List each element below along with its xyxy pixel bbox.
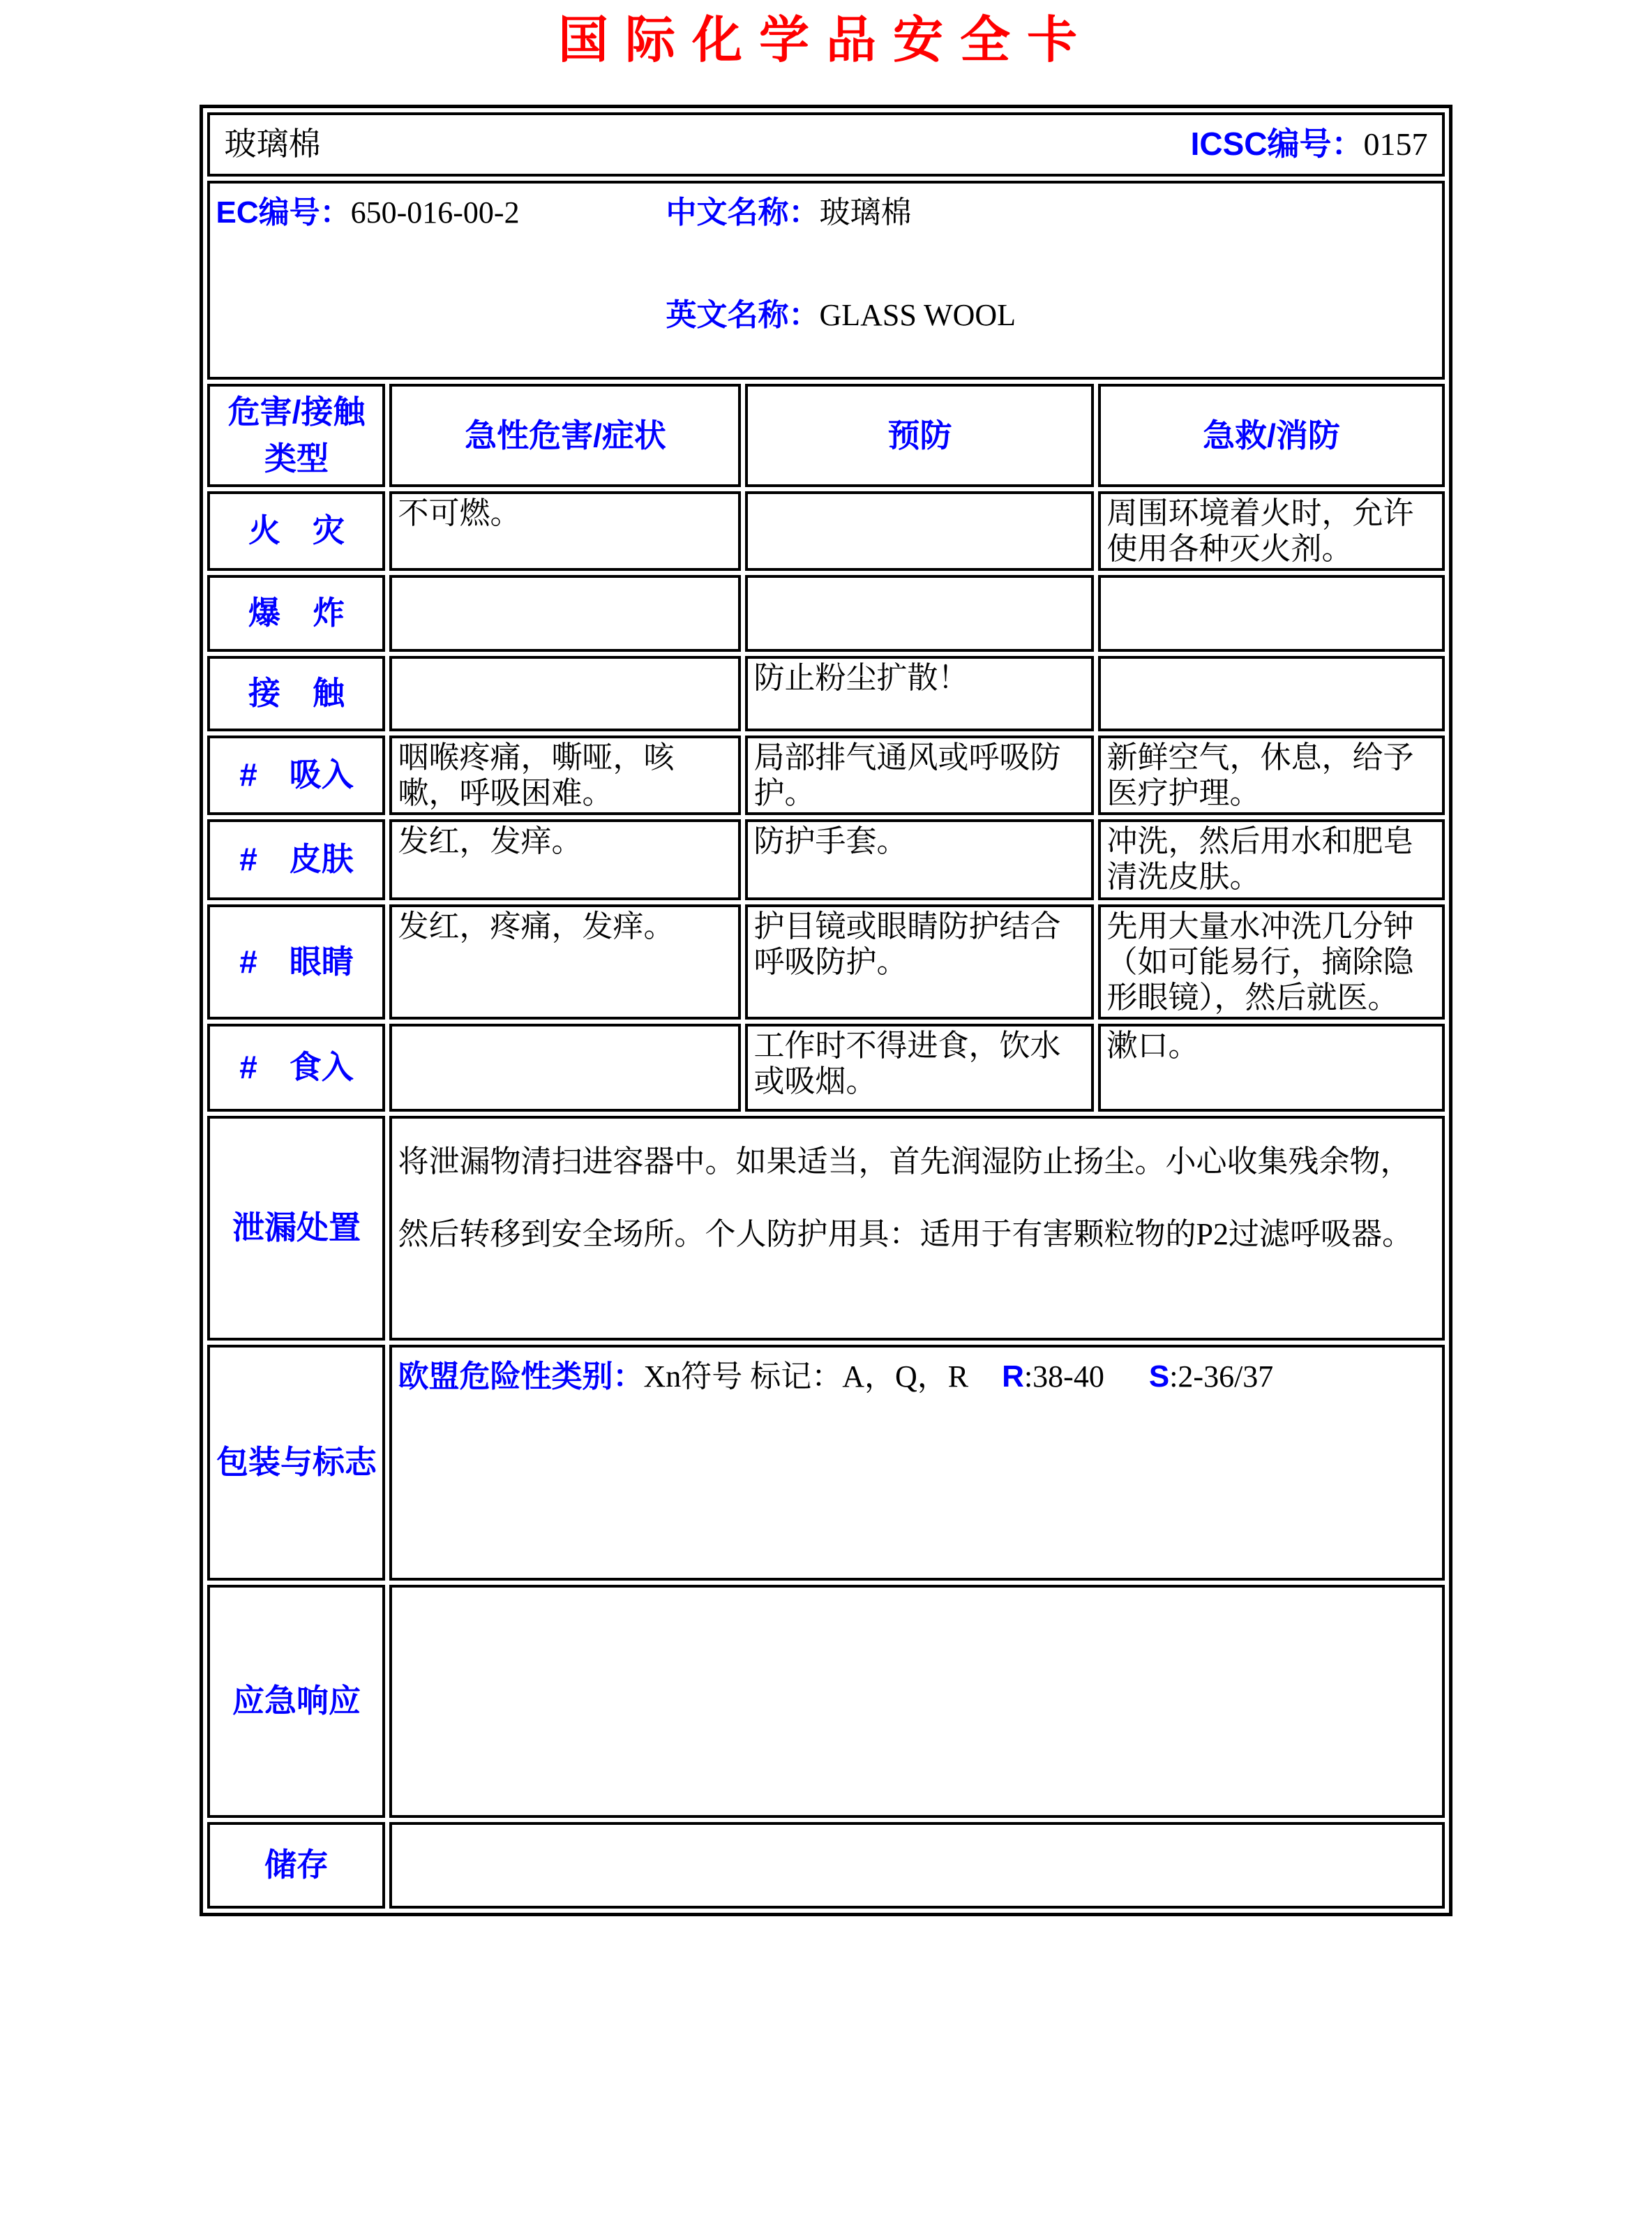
cn-name-value: 玻璃棉 (819, 195, 912, 230)
row-label-explosion: 爆 炸 (207, 575, 385, 652)
eu-hazard-class-value: Xn符号 标记：A，Q，R (643, 1359, 969, 1394)
inhalation-prevention-cell: 局部排气通风或呼吸防护。 (745, 736, 1094, 815)
inhalation-first-aid-cell: 新鲜空气，休息，给予医疗护理。 (1098, 736, 1444, 815)
ec-number: 650-016-00-2 (350, 195, 520, 230)
hazard-row-skin (207, 819, 1444, 900)
icsc-label: ICSC编号： (1190, 126, 1364, 163)
exposure-first-aid-cell (1098, 656, 1444, 731)
skin-first-aid-cell: 冲洗，然后用水和肥皂清洗皮肤。 (1098, 819, 1444, 900)
packaging-labelling-row (207, 1345, 1444, 1581)
icsc-number-group (1191, 126, 1428, 163)
row-label-inhalation: # 吸入 (207, 736, 385, 815)
eu-hazard-class-line (398, 1349, 1436, 1394)
ingestion-symptoms-cell (389, 1024, 741, 1112)
id-line-1 (216, 195, 1436, 230)
emergency-response-cell (389, 1585, 1444, 1818)
row-label-exposure: 接 触 (207, 656, 385, 731)
r-phrase-group (1002, 1359, 1104, 1394)
inhalation-symptoms-cell: 咽喉疼痛，嘶哑，咳嗽，呼吸困难。 (389, 736, 741, 815)
exposure-prevention-cell: 防止粉尘扩散！ (745, 656, 1094, 731)
exposure-symptoms-cell (389, 656, 741, 731)
storage-cell (389, 1822, 1444, 1909)
name-row (207, 112, 1444, 177)
hazard-row-ingestion (207, 1024, 1444, 1112)
hazard-row-explosion (207, 575, 1444, 652)
ec-label: EC编号： (216, 195, 351, 230)
skin-symptoms-cell: 发红，发痒。 (389, 819, 741, 900)
row-label-skin: # 皮肤 (207, 819, 385, 900)
eyes-first-aid-cell: 先用大量水冲洗几分钟（如可能易行，摘除隐形眼镜），然后就医。 (1098, 904, 1444, 1020)
fire-symptoms-cell: 不可燃。 (389, 491, 741, 571)
id-row-cell (207, 181, 1444, 380)
hazard-row-eyes (207, 904, 1444, 1020)
col-header-symptoms: 急性危害/症状 (389, 384, 741, 487)
id-row (207, 181, 1444, 380)
fire-prevention-cell (745, 491, 1094, 571)
col-header-hazard-type: 危害/接触 类型 (207, 384, 385, 487)
ec-number-group (216, 195, 666, 230)
fire-first-aid-cell: 周围环境着火时，允许使用各种灭火剂。 (1098, 491, 1444, 571)
page-title: 国际化学品安全卡 (557, 13, 1094, 68)
en-name-value: GLASS WOOL (819, 298, 1016, 333)
row-label-spill-disposal: 泄漏处置 (207, 1116, 385, 1341)
ingestion-first-aid-cell: 漱口。 (1098, 1024, 1444, 1112)
col-header-first-aid: 急救/消防 (1098, 384, 1444, 487)
eu-hazard-class-label: 欧盟危险性类别： (398, 1359, 644, 1394)
packaging-cell (389, 1345, 1444, 1581)
row-label-ingestion: # 食入 (207, 1024, 385, 1112)
icsc-number: 0157 (1363, 126, 1428, 163)
cn-name-label: 中文名称： (666, 195, 820, 230)
eyes-prevention-cell: 护目镜或眼睛防护结合呼吸防护。 (745, 904, 1094, 1020)
hazard-row-exposure (207, 656, 1444, 731)
row-label-emergency-response: 应急响应 (207, 1585, 385, 1818)
spill-disposal-cell (389, 1116, 1444, 1341)
ingestion-prevention-cell: 工作时不得进食，饮水或吸烟。 (745, 1024, 1094, 1112)
s-phrase-group (1149, 1359, 1273, 1394)
emergency-response-row (207, 1585, 1444, 1818)
r-phrase-label: R (1002, 1359, 1024, 1394)
name-row-cell (207, 112, 1444, 177)
skin-prevention-cell: 防护手套。 (745, 819, 1094, 900)
eyes-symptoms-cell: 发红，疼痛，发痒。 (389, 904, 741, 1020)
storage-row (207, 1822, 1444, 1909)
row-label-eyes: # 眼睛 (207, 904, 385, 1020)
row-label-fire: 火 灾 (207, 491, 385, 571)
id-line-2 (666, 297, 1436, 333)
explosion-prevention-cell (745, 575, 1094, 652)
hazard-row-fire (207, 491, 1444, 571)
col-header-prevention: 预防 (745, 384, 1094, 487)
spill-disposal-text: 将泄漏物清扫进容器中。如果适当，首先润湿防止扬尘。小心收集残余物，然后转移到安全场所。个人防护用具：适用于有害颗粒物的P2过滤呼吸器。 (398, 1144, 1413, 1251)
hazard-row-inhalation (207, 736, 1444, 815)
explosion-symptoms-cell (389, 575, 741, 652)
r-phrase-value: :38-40 (1023, 1359, 1104, 1394)
s-phrase-value: :2-36/37 (1169, 1359, 1274, 1394)
row-label-storage: 储存 (207, 1822, 385, 1909)
chemical-name: 玻璃棉 (224, 126, 321, 163)
explosion-first-aid-cell (1098, 575, 1444, 652)
safety-card-table (200, 105, 1452, 1916)
cn-name-group (666, 195, 911, 230)
row-label-packaging: 包装与标志 (207, 1345, 385, 1581)
s-phrase-label: S (1148, 1359, 1170, 1394)
column-header-row (207, 384, 1444, 487)
spill-disposal-row (207, 1116, 1444, 1341)
en-name-label: 英文名称： (666, 298, 820, 333)
